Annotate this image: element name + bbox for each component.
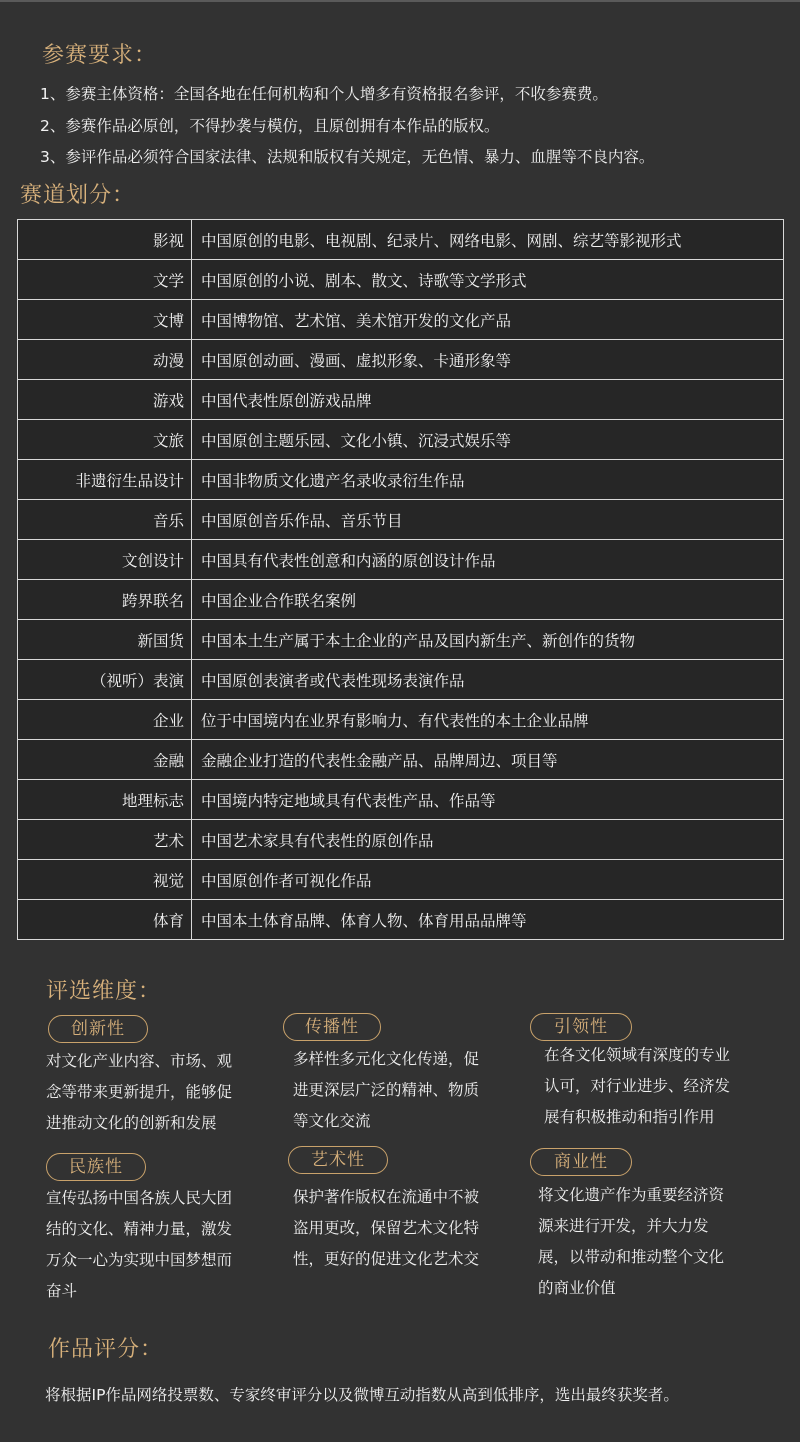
- track-name: 企业: [18, 700, 192, 740]
- track-name: 动漫: [18, 340, 192, 380]
- table-row: [18, 860, 784, 900]
- track-description: 中国企业合作联名案例: [192, 580, 784, 620]
- track-description: 中国本土生产属于本土企业的产品及国内新生产、新创作的货物: [192, 620, 784, 660]
- track-description: 中国境内特定地域具有代表性产品、作品等: [192, 780, 784, 820]
- criterion-desc-leadership: 在各文化领域有深度的专业 认可，对行业进步、经济发 展有积极推动和指引作用: [544, 1046, 731, 1126]
- requirements-title: 参赛要求：: [42, 43, 158, 68]
- tracks-title: 赛道划分：: [20, 183, 136, 208]
- track-name: 非遗衍生品设计: [18, 460, 192, 500]
- track-description: 位于中国境内在业界有影响力、有代表性的本土企业品牌: [192, 700, 784, 740]
- track-description: 中国原创作者可视化作品: [192, 860, 784, 900]
- track-description: 中国艺术家具有代表性的原创作品: [192, 820, 784, 860]
- criterion-label-commercial: 商业性: [530, 1148, 632, 1176]
- track-name: 文旅: [18, 420, 192, 460]
- table-row: [18, 660, 784, 700]
- requirement-item-3: 3、参评作品必须符合国家法律、法规和版权有关规定，无色情、暴力、血腥等不良内容。: [40, 148, 655, 166]
- track-description: 中国原创动画、漫画、虚拟形象、卡通形象等: [192, 340, 784, 380]
- track-description: 中国代表性原创游戏品牌: [192, 380, 784, 420]
- table-row: [18, 420, 784, 460]
- table-row: [18, 380, 784, 420]
- track-description: 中国原创的小说、剧本、散文、诗歌等文学形式: [192, 260, 784, 300]
- table-row: [18, 260, 784, 300]
- criteria-title: 评选维度：: [46, 979, 162, 1004]
- track-name: （视听）表演: [18, 660, 192, 700]
- criterion-desc-commercial: 将文化遗产作为重要经济资 源来进行开发，并大力发 展，以带动和推动整个文化 的商业价值: [538, 1186, 725, 1297]
- track-name: 影视: [18, 220, 192, 260]
- track-description: 中国博物馆、艺术馆、美术馆开发的文化产品: [192, 300, 784, 340]
- track-description: 中国非物质文化遗产名录收录衍生作品: [192, 460, 784, 500]
- table-row: [18, 340, 784, 380]
- track-name: 文博: [18, 300, 192, 340]
- track-name: 音乐: [18, 500, 192, 540]
- track-name: 体育: [18, 900, 192, 940]
- tracks-table: [17, 219, 784, 940]
- requirement-item-1: 1、参赛主体资格：全国各地在任何机构和个人增多有资格报名参评，不收参赛费。: [40, 85, 608, 103]
- track-name: 艺术: [18, 820, 192, 860]
- table-row: [18, 580, 784, 620]
- track-name: 地理标志: [18, 780, 192, 820]
- table-row: [18, 220, 784, 260]
- table-row: [18, 700, 784, 740]
- scoring-text: 将根据IP作品网络投票数、专家终审评分以及微博互动指数从高到低排序，选出最终获奖者。: [45, 1386, 679, 1404]
- track-name: 文学: [18, 260, 192, 300]
- criterion-label-leadership: 引领性: [530, 1013, 632, 1041]
- criterion-desc-innovation: 对文化产业内容、市场、观 念等带来更新提升，能够促 进推动文化的创新和发展: [46, 1052, 233, 1132]
- track-description: 中国原创表演者或代表性现场表演作品: [192, 660, 784, 700]
- criterion-desc-artistry: 保护著作版权在流通中不被 盗用更改，保留艺术文化特 性，更好的促进文化艺术交: [293, 1188, 480, 1268]
- criterion-label-communication: 传播性: [283, 1013, 381, 1041]
- criterion-label-ethnicity: 民族性: [46, 1153, 146, 1181]
- criterion-desc-communication: 多样性多元化文化传递，促 进更深层广泛的精神、物质 等文化交流: [293, 1050, 480, 1130]
- table-row: [18, 780, 784, 820]
- track-name: 跨界联名: [18, 580, 192, 620]
- track-name: 新国货: [18, 620, 192, 660]
- track-description: 中国原创音乐作品、音乐节目: [192, 500, 784, 540]
- table-row: [18, 540, 784, 580]
- table-row: [18, 900, 784, 940]
- table-row: [18, 500, 784, 540]
- criterion-label-innovation: 创新性: [48, 1015, 148, 1043]
- track-name: 游戏: [18, 380, 192, 420]
- table-row: [18, 300, 784, 340]
- table-row: [18, 620, 784, 660]
- scoring-title: 作品评分：: [48, 1337, 164, 1362]
- criterion-label-artistry: 艺术性: [288, 1146, 388, 1174]
- track-description: 中国本土体育品牌、体育人物、体育用品品牌等: [192, 900, 784, 940]
- criterion-desc-ethnicity: 宣传弘扬中国各族人民大团 结的文化、精神力量，激发 万众一心为实现中国梦想而 奋斗: [46, 1189, 233, 1300]
- track-name: 视觉: [18, 860, 192, 900]
- table-row: [18, 740, 784, 780]
- track-description: 中国具有代表性创意和内涵的原创设计作品: [192, 540, 784, 580]
- requirement-item-2: 2、参赛作品必原创，不得抄袭与模仿，且原创拥有本作品的版权。: [40, 117, 500, 135]
- table-row: [18, 820, 784, 860]
- table-row: [18, 460, 784, 500]
- track-description: 中国原创主题乐园、文化小镇、沉浸式娱乐等: [192, 420, 784, 460]
- track-name: 文创设计: [18, 540, 192, 580]
- track-description: 中国原创的电影、电视剧、纪录片、网络电影、网剧、综艺等影视形式: [192, 220, 784, 260]
- track-description: 金融企业打造的代表性金融产品、品牌周边、项目等: [192, 740, 784, 780]
- track-name: 金融: [18, 740, 192, 780]
